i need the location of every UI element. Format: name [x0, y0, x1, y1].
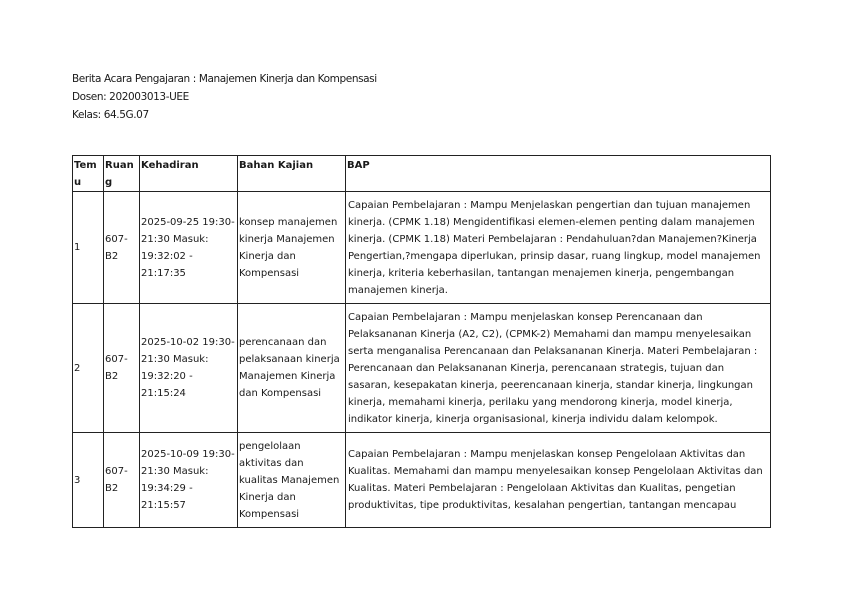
- cell-temu: 2: [73, 304, 104, 433]
- cell-kehadiran: 2025-09-25 19:30-21:30 Masuk: 19:32:02 - 21:17:35: [140, 192, 238, 304]
- col-header-ruang: Ruang: [104, 156, 140, 192]
- cell-bahan-kajian: pengelolaan aktivitas dan kualitas Manajemen Kinerja dan Kompensasi: [238, 433, 346, 528]
- cell-bahan-kajian: perencanaan dan pelaksanaan kinerja Manajemen Kinerja dan Kompensasi: [238, 304, 346, 433]
- cell-bap: Capaian Pembelajaran : Mampu Menjelaskan pengertian dan tujuan manajemen kinerja. (CPMK 1.18) Mengidentifikasi elemen-elemen penting dalam manajemen kinerja. (CPMK 1.18) Materi Pembelajaran : Pendahuluan?dan Manajemen?Kinerja Pengertian,?mengapa diperlukan, prinsip dasar, ruang lingkup, model manajemen kinerja, kriteria keberhasilan, tantangan menajemen kinerja, pengembangan manajemen kinerja.: [346, 192, 771, 304]
- cell-kehadiran: 2025-10-09 19:30-21:30 Masuk: 19:34:29 - 21:15:57: [140, 433, 238, 528]
- col-header-bap: BAP: [346, 156, 771, 192]
- col-header-temu: Temu: [73, 156, 104, 192]
- col-header-kehadiran: Kehadiran: [140, 156, 238, 192]
- cell-temu: 3: [73, 433, 104, 528]
- cell-kehadiran: 2025-10-02 19:30-21:30 Masuk: 19:32:20 - 21:15:24: [140, 304, 238, 433]
- cell-ruang: 607-B2: [104, 304, 140, 433]
- lecturer-line: Dosen: 202003013-UEE: [72, 91, 189, 103]
- cell-ruang: 607-B2: [104, 192, 140, 304]
- document-title: Berita Acara Pengajaran : Manajemen Kinerja dan Kompensasi: [72, 73, 377, 85]
- cell-ruang: 607-B2: [104, 433, 140, 528]
- teaching-record-table: [72, 155, 771, 528]
- class-line: Kelas: 64.5G.07: [72, 109, 149, 121]
- cell-bahan-kajian: konsep manajemen kinerja Manajemen Kinerja dan Kompensasi: [238, 192, 346, 304]
- document-header: [72, 70, 377, 124]
- table-row: [73, 433, 771, 528]
- col-header-bahan-kajian: Bahan Kajian: [238, 156, 346, 192]
- table-header-row: [73, 156, 771, 192]
- cell-bap: Capaian Pembelajaran : Mampu menjelaskan konsep Pengelolaan Aktivitas dan Kualitas. Memahami dan mampu menyelesaikan konsep Pengelolaan Aktivitas dan Kualitas. Materi Pembelajaran : Pengelolaan Aktivitas dan Kualitas, pengetian produktivitas, tipe produktivitas, kesalahan pengertian, tantangan mencapau: [346, 433, 771, 528]
- cell-bap: Capaian Pembelajaran : Mampu menjelaskan konsep Perencanaan dan Pelaksananan Kinerja (A2, C2), (CPMK-2) Memahami dan mampu menyelesaikan serta menganalisa Perencanaan dan Pelaksananan Kinerja. Materi Pembelajaran : Perencanaan dan Pelaksananan Kinerja, perencanaan strategis, tujuan dan sasaran, kesepakatan kinerja, peerencanaan kinerja, standar kinerja, lingkungan kinerja, memahami kinerja, perilaku yang mendorong kinerja, model kinerja, indikator kinerja, kinerja organisasional, kinerja individu dalam kelompok.: [346, 304, 771, 433]
- table-row: [73, 304, 771, 433]
- table-row: [73, 192, 771, 304]
- cell-temu: 1: [73, 192, 104, 304]
